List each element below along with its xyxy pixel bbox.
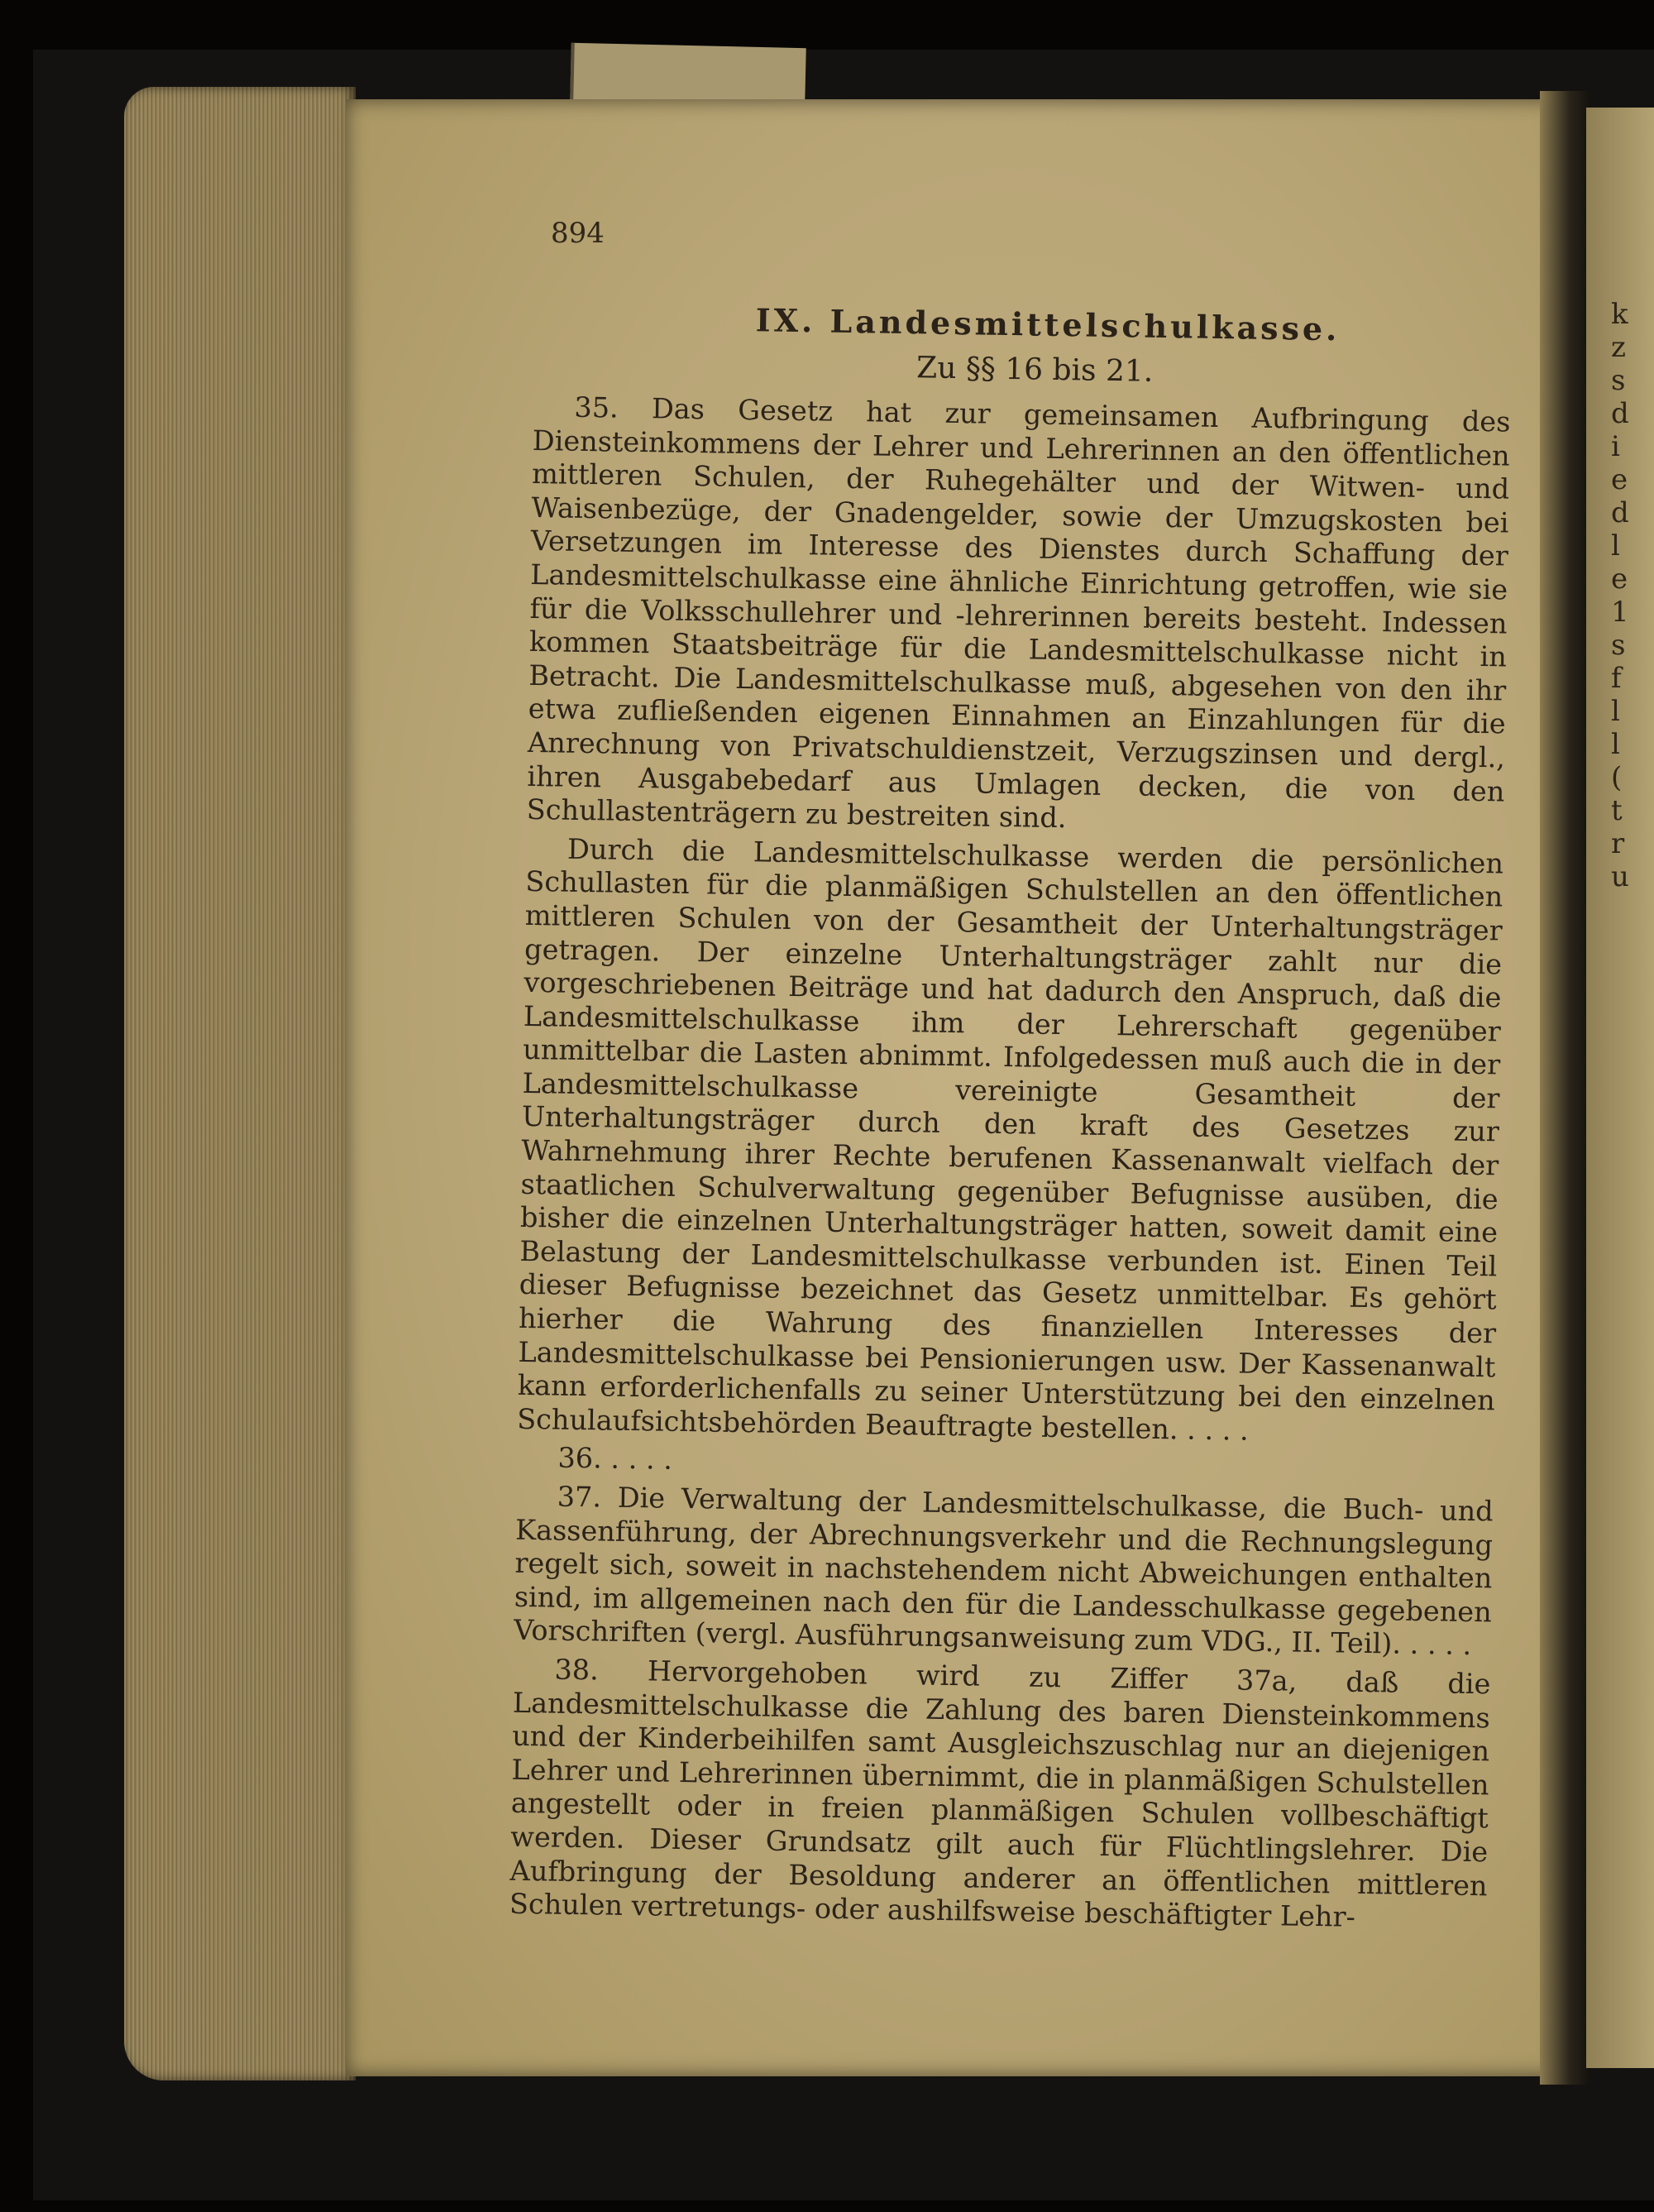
page-text [509, 222, 1513, 1937]
next-page-fragment: u [1611, 860, 1629, 893]
next-page-fragment: t [1611, 794, 1623, 827]
section-heading: IX. Landesmittelschulkasse. [755, 301, 1341, 348]
section-subheading: Zu §§ 16 bis 21. [915, 351, 1154, 389]
next-page-fragment: e [1611, 463, 1628, 496]
next-page-fragment: ( [1611, 761, 1623, 794]
next-page-text-fragments [1611, 298, 1652, 1290]
next-page-fragment: r [1611, 827, 1625, 860]
paragraph: 35. Das Gesetz hat zur gemeinsamen Aufbringung des Diensteinkommens der Lehrer und Lehrerinnen an den öffentlichen mittleren Schulen, der Ruhegehälter und der Witwen- und Waisenbezüge, der Gnadengelder, sowie der Umzugskosten bei Versetzungen im Interesse des Dienstes durch Schaffung der Landesmittelschulkasse eine ähnliche Einrichtung getroffen, wie sie für die Volksschullehrer und -lehrerinnen bereits besteht. Indessen kommen Staatsbeiträge für die Landesmittelschulkasse nicht in Betracht. Die Landesmittelschulkasse muß, abgesehen von den ihr etwa zufließenden eigenen Einnahmen an Einzahlungen für die Anrechnung von Privatschuldienstzeit, Verzugszinsen und dergl., ihren Ausgabebedarf aus Umlagen decken, die von den Schullastenträgern zu bestreiten sind. [526, 390, 1511, 835]
paragraph: 36. . . . . [557, 1442, 673, 1477]
next-page-fragment: s [1611, 629, 1626, 662]
page-edges [124, 87, 356, 2080]
next-page-fragment: l [1611, 529, 1620, 563]
next-page-fragment: f [1611, 662, 1622, 695]
next-page-fragment: s [1611, 364, 1626, 397]
next-page-fragment: i [1611, 430, 1620, 463]
bookmark-tab [570, 43, 806, 106]
next-page-fragment: d [1611, 397, 1629, 430]
book-gutter [1540, 91, 1589, 2085]
paragraph: Durch die Landesmittelschulkasse werden die persönlichen Schullasten für die planmäßigen Schulstellen an den öffentlichen mittleren Schulen von der Gesamtheit der Unterhaltungsträger getragen. Der einzelne Unterhaltungsträger zahlt nur die vorgeschriebenen Beiträge und hat dadurch den Anspruch, daß die Landesmittelschulkasse ihm der Lehrerschaft gegenüber unmittelbar die Lasten abnimmt. Infolgedessen muß auch die in der Landesmittelschulkasse vereinigte Gesamtheit der Unterhaltungsträger durch den kraft des Gesetzes zur Wahrnehmung ihrer Rechte berufenen Kassenanwalt vielfach der staatlichen Schulverwaltung gegenüber Befugnisse ausüben, die bisher die einzelnen Unterhaltungsträger hatten, soweit damit eine Belastung der Landesmittelschulkasse verbunden ist. Einen Teil dieser Befugnisse bezeichnet das Gesetz unmittelbar. Es gehört hierher die Wahrung des finanziellen Interesses der Landesmittelschulkasse bei Pensionierungen usw. Der Kassenanwalt kann erforderlichenfalls zu seiner Unterstützung bei den einzelnen Schulaufsichtsbehörden Beauftragte bestellen. . . . . [516, 832, 1504, 1447]
page-number: 894 [551, 217, 605, 250]
next-page-fragment: d [1611, 496, 1629, 529]
next-page-fragment: z [1611, 331, 1626, 364]
paragraph: 38. Hervorgehoben wird zu Ziffer 37a, daß die Landesmittelschulkasse die Zahlung des baren Diensteinkommens und der Kinderbeihilfen samt Ausgleichszuschlag nur an diejenigen Lehrer und Lehrerinnen übernimmt, die in planmäßigen Schulstellen angestellt oder in freien planmäßigen Schulen vollbeschäftigt werden. Dieser Grundsatz gilt auch für Flüchtlingslehrer. Die Aufbringung der Besoldung anderer an öffentlichen mittleren Schulen vertretungs- oder aushilfsweise beschäftigter Lehr- [509, 1653, 1491, 1933]
next-page-fragment: 1 [1611, 596, 1629, 629]
next-page-fragment: l [1611, 695, 1620, 728]
next-page-fragment: k [1611, 298, 1628, 331]
next-page-fragment: e [1611, 563, 1628, 596]
paragraph: 37. Die Verwaltung der Landesmittelschulkasse, die Buch- und Kassenführung, der Abrechnungsverkehr und die Rechnungslegung regelt sich, soweit in nachstehendem nicht Abweichungen enthalten sind, im allgemeinen nach den für die Landesschulkasse gegebenen Vorschriften (vergl. Ausführungsanweisung zum VDG., II. Teil). . . . . [513, 1480, 1494, 1662]
next-page-fragment: l [1611, 728, 1620, 761]
body-text [509, 390, 1511, 1937]
